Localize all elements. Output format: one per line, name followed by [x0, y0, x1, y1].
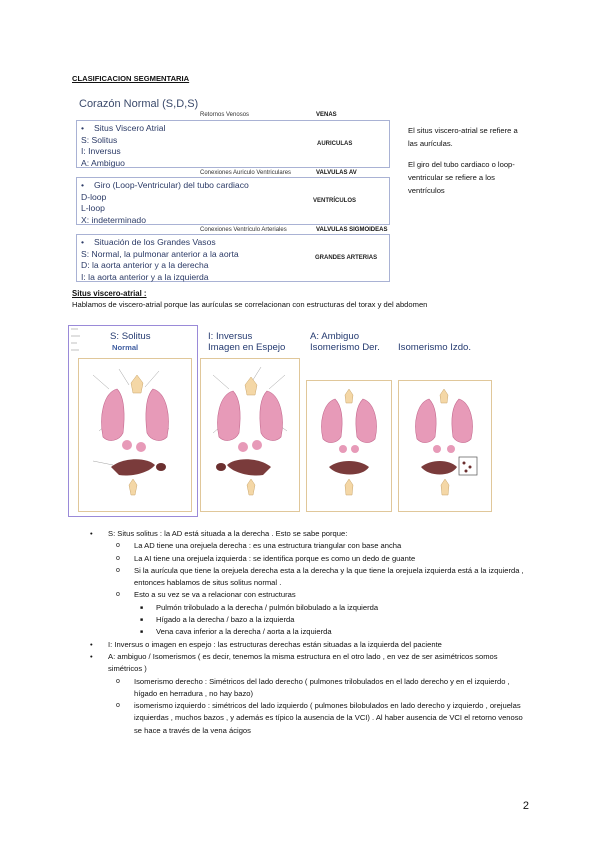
note-item: • I: Inversus o imagen en espejo : las estructuras derechas están situadas a la izquierda del paciente	[90, 639, 530, 651]
note-item: o Si la aurícula que tiene la orejuela derecha esta a la derecha y la que tiene la orejuela izquierda está a la izquierda , entonces hablamos de situs solitus normal .	[90, 565, 530, 590]
note-item: o La AD tiene una orejuela derecha : es una estructura triangular con base ancha	[90, 540, 530, 552]
col-head-conexiones-va: Conexiones Ventrículo Arteriales	[200, 227, 287, 233]
note-item: o Esto a su vez se va a relacionar con estructuras	[90, 589, 530, 601]
panel-inversus	[200, 358, 300, 512]
box-situs	[76, 120, 390, 168]
panel-3-subtitle: Isomerismo Der.	[310, 342, 380, 353]
box1-line-3: A: Ambiguo	[81, 157, 125, 168]
panel-2-title-text: I: Inversus	[208, 331, 253, 342]
box-grandes-vasos	[76, 234, 390, 282]
side-note	[408, 124, 518, 197]
col-head-valvulas-sigmoideas: VALVULAS SIGMOIDEAS	[316, 227, 388, 233]
box1-line-2: I: Inversus	[81, 146, 121, 157]
col-head-conexiones-av: Conexiones Auriculo Ventriculares	[200, 170, 292, 176]
anatomy-illustration-isomerismo-izdo	[399, 381, 491, 511]
side-note-p2: El giro del tubo cardiaco o loop-ventricular se refiere a los ventrículos	[408, 160, 515, 195]
note-item: ■ Hígado a la derecha / bazo a la izquierda	[90, 614, 530, 626]
panel-4-title: Isomerismo Izdo.	[398, 342, 472, 353]
panel-1-title-text: S: Solitus	[110, 331, 151, 342]
anatomy-illustration-inversus	[201, 359, 299, 511]
label-grandes-arterias: GRANDES ARTERIAS	[315, 255, 378, 261]
section-title: Situs viscero-atrial :	[72, 289, 147, 298]
panel-isomerismo-izdo	[398, 380, 492, 512]
box2-line-3: X: indeterminado	[81, 214, 146, 225]
box2-line-2: L-loop	[81, 203, 105, 214]
note-item: ■ Pulmón trilobulado a la derecha / pulmón bilobulado a la izquierda	[90, 602, 530, 614]
note-item: o isomerismo izquierdo : simétricos del lado izquierdo ( pulmones bilobulados en lado derecho y izquierdo , orejuelas izquierdas , muchos bazos , y además es típico la ausencia de la VCI) . Al haber ausencia de VCI el retorno venoso se hace a través de la vena ácigos	[90, 700, 530, 737]
anatomy-illustration-solitus	[79, 359, 191, 511]
box3-line-0: • Situación de los Grandes Vasos	[81, 237, 385, 249]
panel-2-title	[208, 331, 285, 353]
box1-line-0: • Situs Viscero Atrial	[81, 123, 385, 135]
table-title: Corazón Normal (S,D,S)	[79, 98, 199, 110]
panel-3-title-text: A: Ambiguo	[310, 331, 360, 342]
panel-2-subtitle: Imagen en Espejo	[208, 342, 286, 353]
anatomy-illustration-isomerismo-der	[307, 381, 391, 511]
page-number: 2	[522, 800, 529, 812]
box3-line-3: I: la aorta anterior y a la izquierda	[81, 271, 209, 282]
panel-3-title	[310, 331, 380, 353]
col-head-valvulas-av: VALVULAS AV	[316, 170, 357, 176]
section-text: Hablamos de viscero-atrial porque las aurículas se correlacionan con estructuras del torax y del abdomen	[72, 300, 428, 309]
panel-isomerismo-der	[306, 380, 392, 512]
note-item: ■ Vena cava inferior a la derecha / aorta a la izquierda	[90, 626, 530, 638]
note-item: o Isomerismo derecho : Simétricos del lado derecho ( pulmones trilobulados en el lado derecho y en el izquierdo , hígado en herradura , no hay bazo)	[90, 676, 530, 701]
note-item: o La AI tiene una orejuela izquierda : se identifica porque es como un dedo de guante	[90, 553, 530, 565]
notes-list	[90, 528, 530, 737]
col-head-venas: VENAS	[316, 112, 337, 118]
frame-margin-marks	[70, 327, 82, 359]
panel-1-title	[110, 331, 151, 353]
panel-solitus	[78, 358, 192, 512]
panel-1-subtitle: Normal	[112, 343, 139, 352]
side-note-p1: El situs viscero-atrial se refiere a las aurículas.	[408, 126, 518, 148]
box2-line-0: • Giro (Loop-Ventricular) del tubo cardiaco	[81, 180, 385, 192]
box3-line-1: S: Normal, la pulmonar anterior a la aorta	[81, 248, 239, 259]
page-heading: CLASIFICACION SEGMENTARIA	[72, 74, 190, 83]
box1-line-1: S: Solitus	[81, 134, 118, 145]
label-ventriculos: VENTRÍCULOS	[313, 198, 357, 204]
note-item: • A: ambiguo / Isomerismos ( es decir, tenemos la misma estructura en el otro lado , en vez de ser asimétricos somos simétricos )	[90, 651, 530, 676]
col-head-retornos: Retornos Venosos	[200, 112, 250, 118]
box-loop	[76, 177, 390, 225]
box2-line-1: D-loop	[81, 191, 107, 202]
box3-line-2: D: la aorta anterior y a la derecha	[81, 260, 209, 271]
note-item: • S: Situs solitus : la AD está situada a la derecha . Esto se sabe porque:	[90, 528, 530, 540]
label-auriculas: AURICULAS	[317, 141, 353, 147]
